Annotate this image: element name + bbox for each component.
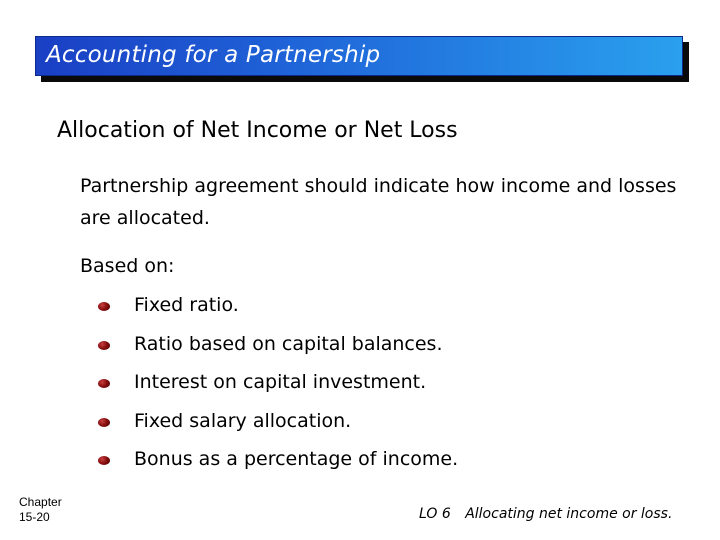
footer-lo-text: Allocating net income or loss.: [465, 506, 673, 522]
bullet-dot-icon: [98, 418, 110, 427]
slide-subtitle: Allocation of Net Income or Net Loss: [57, 118, 458, 143]
bullet-dot-icon: [98, 379, 110, 388]
bullet-text: Ratio based on capital balances.: [134, 332, 443, 355]
slide-title: Accounting for a Partnership: [46, 42, 381, 68]
chapter-number: 15-20: [19, 510, 50, 524]
title-bar: [35, 36, 683, 76]
bullet-dot-icon: [98, 456, 110, 465]
chapter-label: [19, 495, 62, 525]
bullet-text: Fixed salary allocation.: [134, 409, 352, 432]
list-item: [98, 367, 458, 406]
list-item: [98, 444, 458, 483]
intro-paragraph: Partnership agreement should indicate how income and losses are allocated.: [80, 175, 677, 229]
bullet-text: Fixed ratio.: [134, 294, 239, 316]
list-item: [98, 406, 458, 445]
bullet-text: Interest on capital investment.: [134, 371, 427, 393]
footer-lo-number: LO 6: [419, 506, 451, 522]
list-item: [98, 329, 458, 368]
list-item: [98, 290, 458, 329]
based-on-label: Based on:: [80, 255, 175, 277]
bullet-list: [98, 290, 458, 483]
bullet-dot-icon: [98, 302, 110, 311]
chapter-word: Chapter: [19, 495, 62, 509]
bullet-text: Bonus as a percentage of income.: [134, 448, 459, 470]
bullet-dot-icon: [98, 341, 110, 350]
footer-learning-objective: [419, 506, 672, 522]
